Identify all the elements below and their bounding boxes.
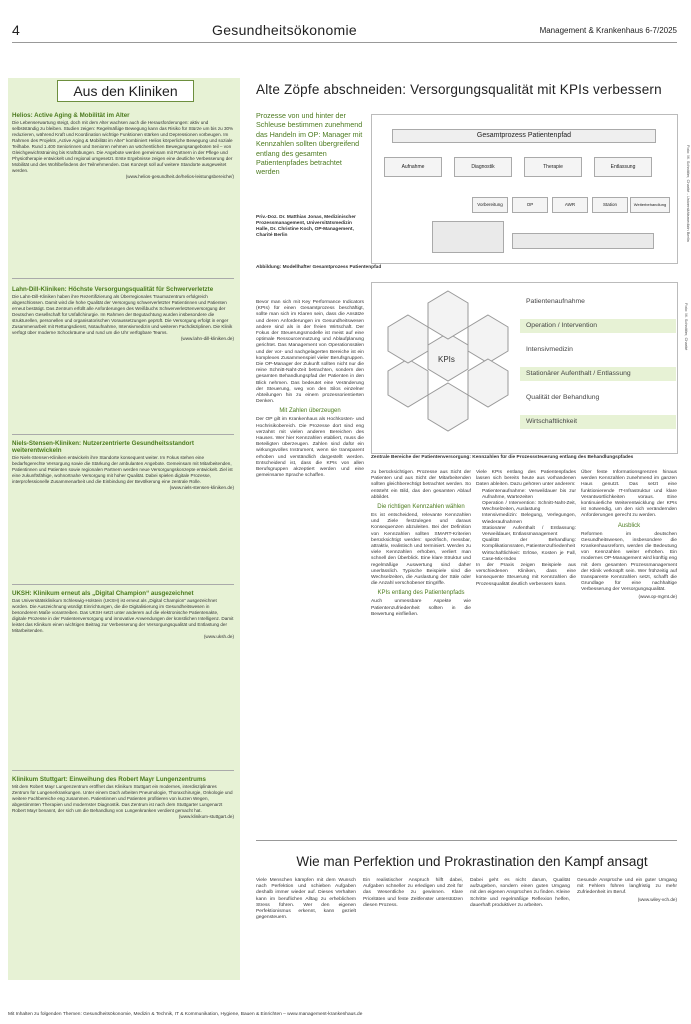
article-paragraph: Reformen im deutschen Gesundheitswesen, insbesondere die Krankenhausreform, werden die Bedeutung von Kennzahlen weiter erhöhen. Ein modernes OP-Management wird künftig eng mit dem gesamten Prozessmanagement der Klinik verknüpft sein. Wer frühzeitig auf transparente Kennzahlen setzt, schafft die Grundlage für eine nachhaltige Verbesserung der Versorgungsqualität. <box>581 531 677 593</box>
sidebar-title: Aus den Kliniken <box>57 80 194 102</box>
article-title: Alte Zöpfe abschneiden: Versorgungsqualität mit KPIs verbessern <box>256 82 662 97</box>
article-paragraph: Gesunde Ansprüche und ein guter Umgang mit Fehlern führen langfristig zu mehr Zufriedenheit im Beruf. <box>577 878 677 896</box>
bullet-item: Qualität der Behandlung: Komplikationsraten, Patientenzufriedenheit <box>482 538 576 550</box>
article-subheading: Die richtigen Kennzahlen wählen <box>377 504 465 511</box>
sidebar-item-text: Mit dem Robert Mayr Lungenzentrum eröffnet das Klinikum Stuttgart ein modernes, interdisziplinäres Zentrum für Lungenerkrankungen. Unter einem Dach arbeiten Pneumologie, Thoraxchirurgie, Onkologie und weitere Fachbereiche eng zusammen. Patientinnen und Patienten profitieren von kurzen Wegen, abgestimmten Therapien und modernster Diagnostik. Das Zentrum ist nach dem Stuttgarter Lungenarzt Robert Mayr benannt, der sich um die Behandlung von Lungenkranken verdient gemacht hat. <box>12 784 233 813</box>
process-figure <box>371 114 691 264</box>
article-column <box>470 878 570 998</box>
sidebar-item-text: Die Lebenserwartung steigt, doch mit dem Alter wachsen auch die Herausforderungen: aktiv und selbstständig zu bleiben. Studien zeigen: Regelmäßige Bewegung kann das Risiko für Stürze um bis zu 30% reduzieren, während Kraft und Koordination wichtige Funktionen stärken und Depressionen vorbeugen. Im Rahmen des Projekts „Active Aging & Mobilität im Alter“ kombiniert Helios körperliche Bewegung und soziale Teilhabe. Rund 1.400 Seniorinnen und Senioren nehmen an wöchentlichen Bewegungsangeboten teil – von Gleichgewichtstraining bis Kraftübungen. Die Angebote werden gemeinsam mit Partnern in der Pflege und Physiotherapie entwickelt und regional umgesetzt. Erste Ergebnisse zeigen eine deutliche Verbesserung der Mobilität und des Wohlbefindens der Teilnehmenden. Das Konzept soll auf weitere Standorte ausgeweitet werden. <box>12 120 234 173</box>
sidebar-item-source: (www.helios-gesundheit.de/helios-leistungsbereiche/) <box>125 174 234 179</box>
figure-credit: Foto: M. Schnittler, Charité - Universitätsmedizin Berlin <box>686 145 691 242</box>
sidebar-item-source: (www.lahn-dill-kliniken.de) <box>180 336 234 341</box>
kpi-stack-item: Wirtschaftlichkeit <box>520 415 676 429</box>
kpi-stack-item: Operation / Intervention <box>520 319 676 333</box>
bullet-item: Operation / Intervention: Schnitt-Naht-Zeit, Wechselzeiten, Auslastung <box>482 501 576 513</box>
article-subheading: KPIs entlang des Patientenpfads <box>377 590 465 597</box>
article-byline: Priv.-Doz. Dr. Matthias Jonas, Medizinischer Prozessmanagement, Universitätsmedizin Halle, Dr. Christine Koch, OP-Management, Charité Berlin <box>256 215 356 238</box>
article-teaser: Prozesse von und hinter der Schleuse bestimmen zunehmend das Handeln im OP: Manager mit Kennzahlen sollten übergreifend entlang des gesamten Patientenpfades betrachtet werden <box>256 111 363 177</box>
article-subheading: Mit Zahlen überzeugen <box>279 408 341 415</box>
bullet-item: Patientenaufnahme: Verweildauer bis zur Aufnahme, Wartezeiten <box>482 488 576 500</box>
article-column <box>363 878 463 998</box>
process-sub-step: AWR <box>552 197 588 213</box>
sidebar-item-stuttgart <box>12 776 234 976</box>
divider <box>12 770 234 771</box>
kpi-stack-item: Patientenaufnahme <box>526 298 585 305</box>
article-source: (www.wiley-vch.de) <box>637 896 677 902</box>
bullet-item: Wirtschaftlichkeit: Erlöse, Kosten je Fall, Case-Mix-Index <box>482 550 576 562</box>
sidebar-item-heading: UKSH: Klinikum erneut als „Digital Champion“ ausgezeichnet <box>12 590 194 597</box>
sidebar-item-text: Die Lahn-Dill-Kliniken haben ihre Rezertifizierung als Überregionales Traumazentrum erfolgreich abgeschlossen. Damit wird die hohe Qualität der Versorgung schwerverletzter Patientinnen und Patienten erneut bestätigt. Das Zentrum erfüllt alle Anforderungen des Weißbuchs Schwerverletztenversorgung der Deutschen Gesellschaft für Unfallchirurgie. Im Rahmen der Begutachtung wurden insbesondere die strukturellen, personellen und organisatorischen Voraussetzungen geprüft. Die Versorgung erfolgt in enger Zusammenarbeit mit Rettungsdienst, Notaufnahme, Intensivmedizin und weiteren Fachdisziplinen. Die Klinik verfügt über moderne Schockräume und rund um die Uhr verfügbare Teams. <box>12 294 233 335</box>
article-paragraph: Über feste Informationsgrenzen hinaus werden Kennzahlen zunehmend im ganzen Haus genutzt. Das setzt eine funktionierende IT-Infrastruktur und klare Verantwortlichkeiten voraus. Eine kontinuierliche Weiterentwicklung der KPIs ist notwendig, um den sich verändernden Anforderungen gerecht zu werden. <box>581 470 677 519</box>
process-sub-step: OP <box>512 197 548 213</box>
page-header <box>12 20 677 43</box>
bullet-item: Stationärer Aufenthalt / Entlassung: Verweildauer, Entlassmanagement <box>482 525 576 538</box>
kpi-stack-item: Qualität der Behandlung <box>526 394 600 401</box>
process-detail-box <box>432 221 504 253</box>
article-paragraph: Es ist entscheidend, relevante Kennzahlen und Ziele festzulegen und daraus Konsequenzen abzuleiten. Bei der Definition von Kennzahlen sollten SMART-Kriterien berücksichtigt werden: spezifisch, messbar, attraktiv, realistisch und terminiert. Werden zu viele Kennzahlen erhoben, verliert man schnell den Überblick. Eine klare Struktur und regelmäßige Auswertung sind daher unerlässlich. Typische Beispiele sind die Wechselzeiten, die Auslastung der Säle oder die Anzahl verschobener Eingriffe. <box>371 513 471 587</box>
sidebar-item-uksh <box>12 590 234 766</box>
article-paragraph: In der Praxis zeigen Beispiele aus verschiedenen Kliniken, dass eine konsequente Steuerung mit Kennzahlen die Prozessqualität deutlich verbessern kann. <box>476 563 576 587</box>
process-title: Gesamtprozess Patientenpfad <box>392 129 656 143</box>
figure-credit: Foto: M. Schnittler, Charité <box>684 303 689 351</box>
article-column <box>371 470 471 832</box>
process-step: Diagnostik <box>454 157 512 177</box>
sidebar-item-source: (www.klinikum-stuttgart.de) <box>178 814 234 819</box>
divider <box>256 840 677 841</box>
process-step: Entlassung <box>594 157 652 177</box>
magazine-issue: Management & Krankenhaus 6-7/2025 <box>539 26 677 35</box>
kpi-stack-item: Intensivmedizin <box>526 346 573 353</box>
sidebar-item-heading: Niels-Stensen-Kliniken: Nutzerzentrierte Gesundheitsstandort weiterentwickeln <box>12 440 194 454</box>
sidebar-item-heading: Lahn-Dill-Kliniken: Höchste Versorgungsqualität für Schwerverletzte <box>12 286 214 293</box>
divider <box>12 278 234 279</box>
sidebar-item-source: (www.uksh.de) <box>203 634 234 639</box>
article-paragraph: Viele KPIs entlang des Patientenpfades lassen sich bereits heute aus vorhandenen Daten ableiten. Dazu gehören unter anderem: <box>476 470 576 488</box>
kpi-stack-item: Stationärer Aufenthalt / Entlassung <box>520 367 676 381</box>
process-step: Therapie <box>524 157 582 177</box>
sidebar-item-niels-stensen <box>12 440 234 580</box>
sidebar-item-lahn-dill <box>12 286 234 430</box>
process-sub-step: Vorbereitung <box>472 197 508 213</box>
process-detail-box <box>512 233 654 249</box>
sidebar-item-helios <box>12 112 234 274</box>
article-column <box>577 878 677 998</box>
page-footer: Mit Inhalten zu folgenden Themen: Gesundheitsökonomie, Medizin & Technik, IT & Kommunikation, Hygiene, Bauen & Einrichten – www.management-krankenhaus.de <box>8 1012 363 1017</box>
section-title: Gesundheitsökonomie <box>212 22 358 38</box>
bullet-item: Intensivmedizin: Belegung, Verlegungen, Wiederaufnahmen <box>482 513 576 525</box>
process-sub-step: Weiterbehandlung <box>630 197 670 213</box>
article-column <box>256 878 356 998</box>
kpi-figure <box>371 282 689 454</box>
kpi-center-label: KPIs <box>438 355 455 364</box>
divider <box>12 434 234 435</box>
figure-caption: Abbildung: Modellhafter Gesamtprozess Patientenpfad <box>256 265 382 270</box>
sidebar-item-text: Das Universitätsklinikum Schleswig-Holstein (UKSH) ist erneut als „Digital Champion“ ausgezeichnet worden. Die Auszeichnung würdigt Einrichtungen, die die Digitalisierung im Gesundheitswesen in besonderem Maße vorantreiben. Das UKSH setzt unter anderem auf die elektronische Patientenakte, digitale Prozesse in der Patientenversorgung und innovative Anwendungen der künstlichen Intelligenz. Damit leistet das Klinikum einen wichtigen Beitrag zur Verbesserung der Versorgungsqualität und Entlastung der Mitarbeitenden. <box>12 598 234 633</box>
article-column <box>476 470 576 832</box>
article-paragraph: zu berücksichtigen. Prozesse aus Sicht der Patienten und aus Sicht der Mitarbeitenden sollten gleichberechtigt betrachtet werden. So entsteht ein Bild, das den gesamten Ablauf abbildet. <box>371 470 471 500</box>
article-column <box>581 470 677 832</box>
sidebar-item-source: (www.niels-stensen-kliniken.de) <box>169 485 234 490</box>
kpi-hexagon-graphic <box>378 293 518 443</box>
article-paragraph: Bevor man sich mit Key Performance Indicators (KPIs) für einen Gesamtprozess beschäftigt, sollte man sich im Klaren sein, dass die Ansätze und deren Anforderungen im Gesundheitswesen andere sind als in der freien Wirtschaft. Der Fokus der Steuerungsmodelle ist meist auf eine optimale Ressourcennutzung und Ablaufplanung gerichtet. Das Management von Operationssälen und der vor- und nachgelagerten Bereiche ist ein komplexes Zusammenspiel vieler Berufsgruppen. Die OP-Manager der Zukunft sollten nicht nur die reine Schnitt-Naht-Zeit betrachten, sondern den gesamten Behandlungspfad der Patienten in den Blick nehmen. Das bedeutet eine Veränderung der Steuerung, weg von den Silos einzelner Abteilungen hin zu einem prozessorientierten Denken. <box>256 300 364 405</box>
article-subheading: Ausblick <box>617 522 641 529</box>
page-number: 4 <box>12 22 20 38</box>
process-step: Aufnahme <box>384 157 442 177</box>
article-paragraph: Der OP gilt im Krankenhaus als Hochkosten- und Hochrisikobereich. Die Prozesse dort sind eng verzahnt mit vielen anderen Bereichen des Hauses. Wer hier Kennzahlen etabliert, muss die Beteiligten überzeugen. Zahlen sind dafür ein wirkungsvolles Instrument, wenn sie transparent erhoben und verständlich dargestellt werden. Entscheidend ist, dass die KPIs von allen Berufsgruppen akzeptiert werden und eine gemeinsame Sprache schaffen. <box>256 417 364 479</box>
divider <box>12 584 234 585</box>
article-paragraph: Viele Menschen kämpfen mit dem Wunsch nach Perfektion und schieben Aufgaben deshalb immer wieder auf. Dieses Verhalten kann im beruflichen Alltag zu erheblichem Stress führen. Wer den eigenen Perfektionismus erkennt, kann gezielt gegensteuern. <box>256 878 356 921</box>
article-source: (www.op-mgmt.de) <box>638 593 677 599</box>
figure-caption: Zentrale Bereiche der Patientenversorgung: Kennzahlen für die Prozesssteuerung entlang des Behandlungspfades <box>371 455 634 460</box>
article-title: Wie man Perfektion und Prokrastination den Kampf ansagt <box>296 854 648 869</box>
process-sub-step: Station <box>592 197 628 213</box>
article-paragraph: Auch unmessbare Aspekte wie Patientenzufriedenheit sollten in die Bewertung einfließen. <box>371 599 471 617</box>
sidebar-item-heading: Klinikum Stuttgart: Einweihung des Robert Mayr Lungenzentrums <box>12 776 206 783</box>
sidebar-item-heading: Helios: Active Aging & Mobilität im Alter <box>12 112 130 119</box>
sidebar-item-text: Die Niels-Stensen-Kliniken entwickeln ihre Standorte konsequent weiter. Im Fokus stehen eine bedarfsgerechte Versorgung sowie die Stärkung der ambulanten Angebote. Gemeinsam mit Mitarbeitenden, Patientinnen und Patienten sowie regionalen Partnern werden neue Versorgungskonzepte entwickelt. Ziel ist eine zukunftsfähige, wohnortnahe Versorgung mit hoher Qualität. Dabei spielen digitale Prozesse, interprofessionelle Zusammenarbeit und die Einbindung der Bevölkerung eine zentrale Rolle. <box>12 455 233 484</box>
article-paragraph: Dabei geht es nicht darum, Qualität aufzugeben, sondern einen guten Umgang mit den eigenen Ansprüchen zu finden. Kleine Schritte und regelmäßige Reflexion helfen, dauerhaft produktiver zu arbeiten. <box>470 878 570 908</box>
article-paragraph: Ein realistischer Anspruch hilft dabei, Aufgaben schneller zu erledigen und Zeit für das Wesentliche zu gewinnen. Klare Prioritäten und feste Zeitfenster unterstützen diesen Prozess. <box>363 878 463 908</box>
article-column <box>256 300 364 832</box>
